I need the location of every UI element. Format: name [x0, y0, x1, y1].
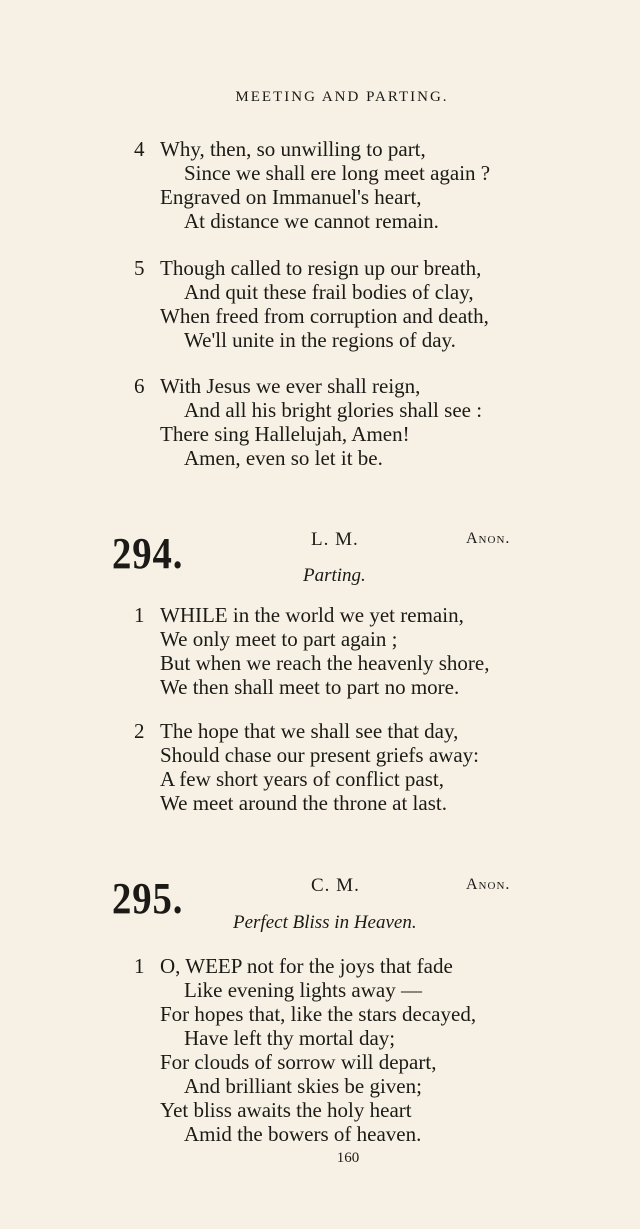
stanza-line: We only meet to part again ; [160, 627, 398, 651]
stanza-line: Since we shall ere long meet again ? [184, 161, 491, 185]
stanza-number: 6 [134, 374, 145, 398]
stanza-line: At distance we cannot remain. [184, 209, 439, 233]
stanza-line: But when we reach the heavenly shore, [160, 651, 490, 675]
page-number: 160 [336, 1150, 360, 1166]
stanza-line: And quit these frail bodies of clay, [184, 280, 474, 304]
stanza-number: 1 [134, 954, 145, 978]
stanza-line: And all his bright glories shall see : [184, 398, 483, 422]
stanza-line: Like evening lights away — [184, 978, 422, 1002]
hymn-meter: L. M. [311, 529, 359, 550]
stanza-number: 5 [134, 256, 145, 280]
stanza-line: Yet bliss awaits the holy heart [160, 1098, 412, 1122]
stanza-line: We'll unite in the regions of day. [184, 328, 456, 352]
stanza-line: There sing Hallelujah, Amen! [160, 422, 410, 446]
stanza-line: Why, then, so unwilling to part, [160, 137, 426, 161]
stanza-line: We then shall meet to part no more. [160, 675, 460, 699]
stanza-line: For hopes that, like the stars decayed, [160, 1002, 477, 1026]
hymn-author: Anon. [466, 876, 511, 893]
stanza-line: When freed from corruption and death, [160, 304, 489, 328]
stanza-line: O, WEEP not for the joys that fade [160, 954, 453, 978]
stanza-line: With Jesus we ever shall reign, [160, 374, 421, 398]
stanza-line: Have left thy mortal day; [184, 1026, 396, 1050]
hymn-title: Parting. [303, 565, 366, 586]
stanza-line: The hope that we shall see that day, [160, 719, 459, 743]
stanza-line: A few short years of conflict past, [160, 767, 445, 791]
stanza-line: And brilliant skies be given; [184, 1074, 422, 1098]
stanza-line: We meet around the throne at last. [160, 791, 447, 815]
stanza-number: 2 [134, 719, 145, 743]
stanza-line: Should chase our present griefs away: [160, 743, 479, 767]
stanza-line: Amen, even so let it be. [184, 446, 383, 470]
stanza-line: Engraved on Immanuel's heart, [160, 185, 422, 209]
hymn-meter: C. M. [311, 875, 360, 896]
running-head: MEETING AND PARTING. [235, 89, 449, 105]
hymn-title: Perfect Bliss in Heaven. [233, 912, 417, 933]
hymn-number: 294. [112, 529, 184, 578]
stanza-line: Amid the bowers of heaven. [184, 1122, 422, 1146]
stanza-line: For clouds of sorrow will depart, [160, 1050, 437, 1074]
stanza-line: Though called to resign up our breath, [160, 256, 482, 280]
stanza-number: 1 [134, 603, 145, 627]
hymn-number: 295. [112, 874, 184, 923]
stanza-number: 4 [134, 137, 145, 161]
hymn-author: Anon. [466, 530, 511, 547]
stanza-line: WHILE in the world we yet remain, [160, 603, 464, 627]
